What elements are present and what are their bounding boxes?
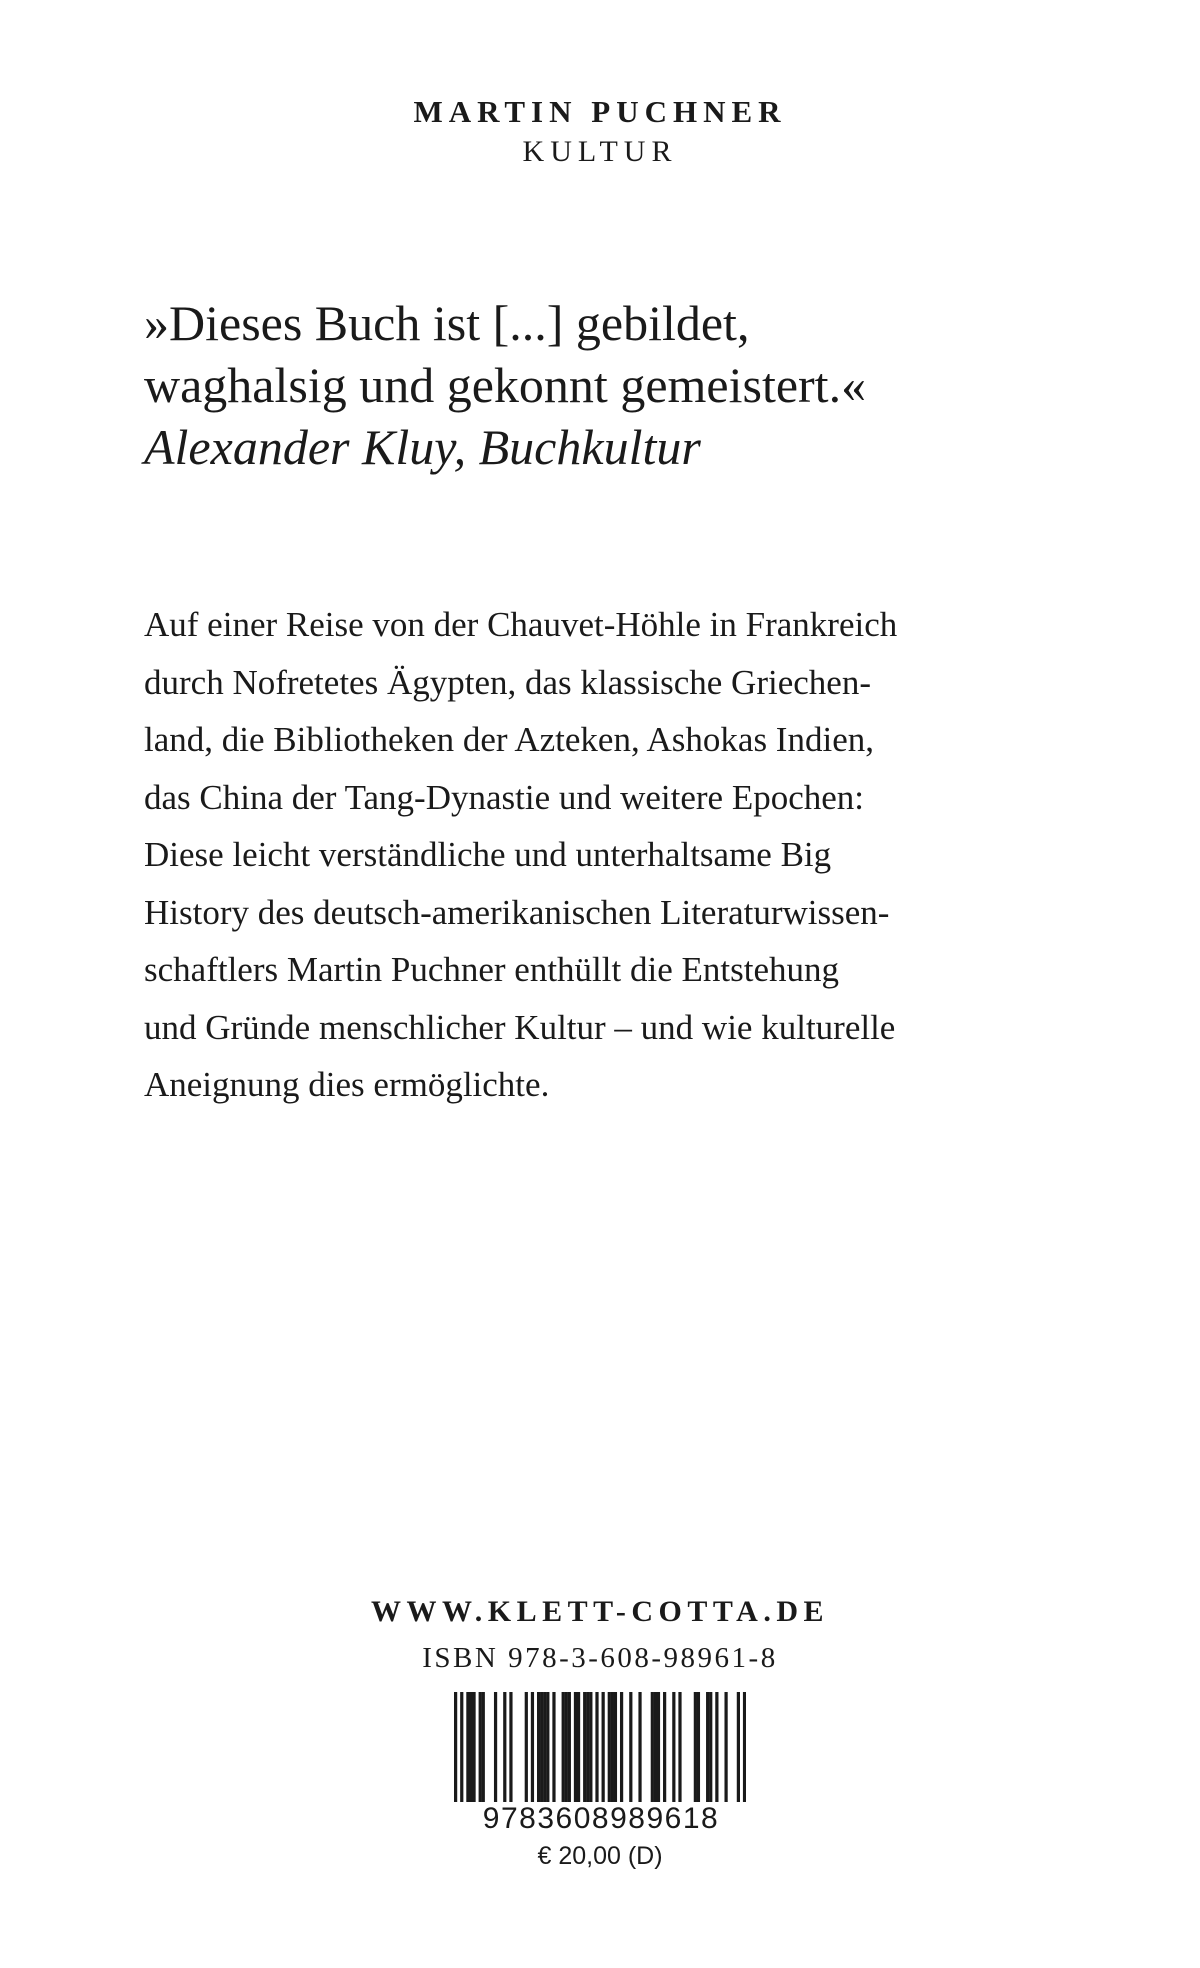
barcode-bar	[525, 1692, 528, 1804]
isbn-number: ISBN 978-3-608-98961-8	[422, 1642, 778, 1674]
quote-source: Alexander Kluy, Buchkultur	[144, 419, 701, 475]
book-blurb	[144, 596, 1064, 1114]
blurb-line: History des deutsch-amerikanischen Literaturwissen-	[144, 892, 890, 932]
barcode-bar	[724, 1692, 727, 1804]
blurb-line: schaftlers Martin Puchner enthüllt die Entstehung	[144, 950, 839, 989]
barcode-bar	[494, 1692, 497, 1804]
blurb-line: land, die Bibliotheken der Azteken, Ashokas Indien,	[144, 720, 874, 759]
quote-line: »Dieses Buch ist [...] gebildet,	[144, 295, 750, 351]
barcode-bar	[543, 1692, 546, 1804]
barcode-bar	[620, 1692, 623, 1804]
barcode-bar	[715, 1692, 718, 1804]
publisher-website: WWW.KLETT-COTTA.DE	[371, 1595, 829, 1628]
barcode-bar	[552, 1692, 555, 1804]
barcode-bar	[697, 1692, 700, 1804]
barcode-bar	[663, 1692, 666, 1804]
barcode-bar	[509, 1692, 512, 1804]
blurb-line: Aneignung dies ermöglichte.	[144, 1065, 550, 1104]
barcode-bar	[479, 1692, 482, 1804]
barcode-bar	[706, 1692, 709, 1804]
cover-footer	[0, 1592, 1200, 1678]
barcode-bar	[678, 1692, 681, 1804]
barcode-bar	[574, 1692, 577, 1804]
barcode-bar	[482, 1692, 485, 1804]
blurb-line: Diese leicht verständliche und unterhaltsame Big	[144, 835, 832, 874]
barcode-bar	[568, 1692, 571, 1804]
barcode-bar	[654, 1692, 657, 1804]
barcode-bar	[466, 1692, 469, 1804]
barcode-bar	[657, 1692, 660, 1804]
quote-line: waghalsig und gekonnt gemeistert.«	[144, 357, 867, 413]
barcode-bar	[614, 1692, 617, 1804]
barcode-bar	[583, 1692, 586, 1804]
barcode-bar	[472, 1692, 475, 1804]
barcode-bar	[638, 1692, 641, 1804]
barcode-bar	[608, 1692, 611, 1804]
review-quote	[144, 292, 1064, 478]
barcode-bar	[589, 1692, 592, 1804]
barcode-bar	[577, 1692, 580, 1804]
barcode-bar	[537, 1692, 540, 1804]
blurb-line: das China der Tang-Dynastie und weitere Epochen:	[144, 777, 865, 817]
barcode-bar	[694, 1692, 697, 1804]
barcode-bar	[565, 1692, 568, 1804]
barcode-bar	[629, 1692, 632, 1804]
blurb-line: und Gründe menschlicher Kultur – und wie kulturelle	[144, 1007, 896, 1047]
barcode-bar	[672, 1692, 675, 1804]
barcode-bar	[562, 1692, 565, 1804]
barcode-bar	[503, 1692, 506, 1804]
blurb-line: durch Nofretetes Ägypten, das klassische Griechen-	[144, 662, 871, 702]
barcode-bar	[469, 1692, 472, 1804]
barcode-digits: 9783608989618	[436, 1802, 766, 1836]
author-name: MARTIN PUCHNER	[413, 94, 787, 129]
book-title: KULTUR	[522, 135, 678, 168]
barcode-bar	[540, 1692, 543, 1804]
barcode-bar	[709, 1692, 712, 1804]
barcode-bar	[546, 1692, 549, 1804]
price: € 20,00 (D)	[537, 1842, 663, 1870]
blurb-line: Auf einer Reise von der Chauvet-Höhle in Frankreich	[144, 605, 898, 644]
barcode-bar	[531, 1692, 534, 1804]
barcode-bar	[651, 1692, 654, 1804]
barcode-bar	[586, 1692, 589, 1804]
barcode-bar	[611, 1692, 614, 1804]
cover-header	[0, 92, 1200, 172]
